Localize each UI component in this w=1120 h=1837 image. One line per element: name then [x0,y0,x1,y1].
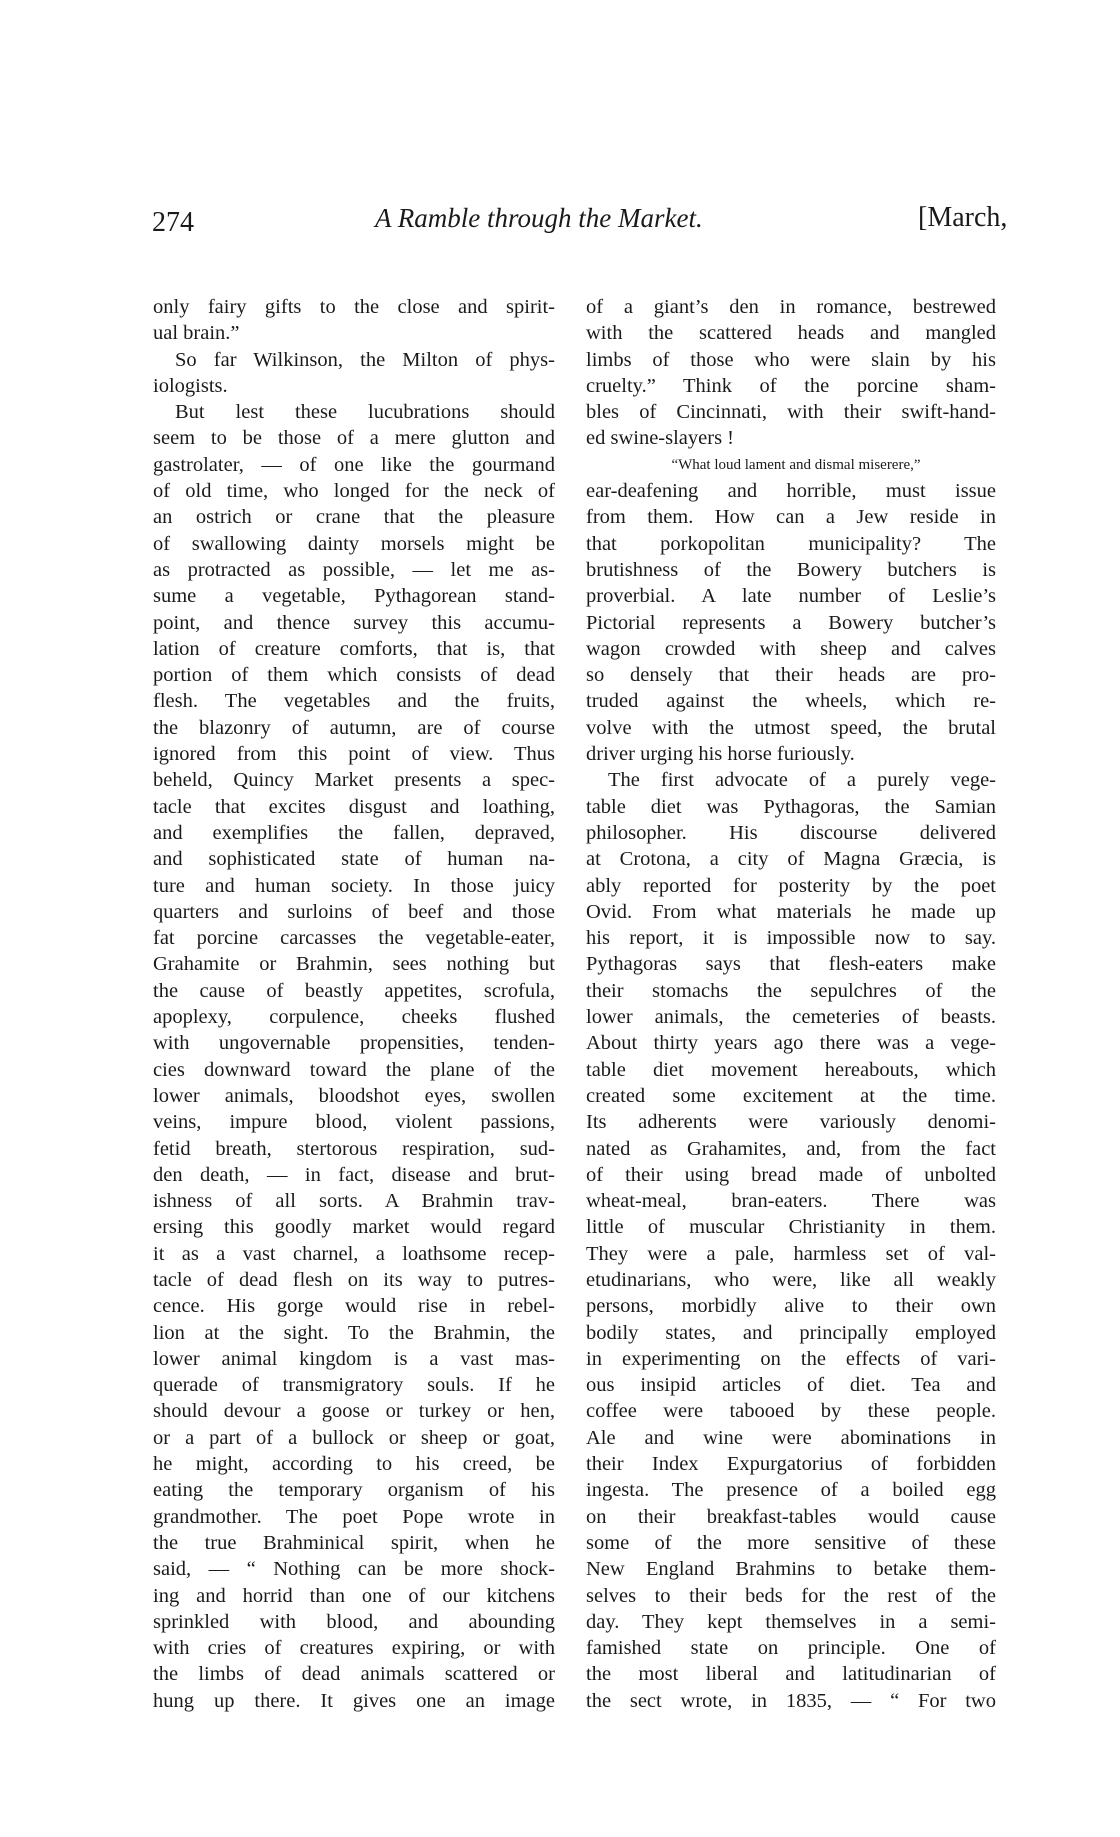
text-line: quarters and surloins of beef and those [153,900,555,923]
text-line: Pictorial represents a Bowery butcher’s [586,611,996,634]
text-line: beheld, Quincy Market presents a spec- [153,769,555,792]
text-line: Grahamite or Brahmin, sees nothing but [153,953,555,976]
text-line: so densely that their heads are pro- [586,664,996,687]
text-line: iologists. [153,374,228,397]
text-line: with cries of creatures expiring, or with [153,1637,555,1660]
text-line: den death, — in fact, disease and brut- [153,1163,555,1186]
text-line: from them. How can a Jew reside in [586,506,996,529]
text-line: ual brain.” [153,322,240,345]
text-line: the cause of beastly appetites, scrofula, [153,979,555,1002]
text-line: at Crotona, a city of Magna Græcia, is [586,848,996,871]
text-line: should devour a goose or turkey or hen, [153,1400,555,1423]
text-line: Ale and wine were abominations in [586,1426,996,1449]
text-line: of old time, who longed for the neck of [153,480,555,503]
text-line: the limbs of dead animals scattered or [153,1663,555,1686]
text-line: volve with the utmost speed, the brutal [586,716,996,739]
text-line: gastrolater, — of one like the gourmand [153,453,555,476]
running-month: [March, [918,202,1008,233]
text-line: ingesta. The presence of a boiled egg [586,1479,996,1502]
text-line: as protracted as possible, — let me as- [153,558,555,581]
quoted-verse-line: “What loud lament and dismal miserere,” [671,456,921,473]
text-line: with the scattered heads and mangled [586,322,996,345]
text-line: tacle that excites disgust and loathing, [153,795,555,818]
text-line: the true Brahminical spirit, when he [153,1531,555,1554]
text-line: ishness of all sorts. A Brahmin trav- [153,1190,555,1213]
text-line: the most liberal and latitudinarian of [586,1663,996,1686]
text-line: little of muscular Christianity in them. [586,1216,996,1239]
text-line: nated as Grahamites, and, from the fact [586,1137,996,1160]
text-line: bodily states, and principally employed [586,1321,996,1344]
text-line: flesh. The vegetables and the fruits, [153,690,555,713]
text-line: The first advocate of a purely vege- [608,769,996,792]
text-line: hung up there. It gives one an image [153,1689,555,1712]
text-line: the sect wrote, in 1835, — “ For two [586,1689,996,1712]
text-line: sume a vegetable, Pythagorean stand- [153,585,555,608]
text-line: Its adherents were variously denomi- [586,1111,996,1134]
text-line: fetid breath, stertorous respiration, sud- [153,1137,555,1160]
text-line: he might, according to his creed, be [153,1453,555,1476]
text-line: cies downward toward the plane of the [153,1058,555,1081]
text-line: ersing this goodly market would regard [153,1216,555,1239]
text-line: ing and horrid than one of our kitchens [153,1584,555,1607]
text-line: of swallowing dainty morsels might be [153,532,555,555]
text-line: brutishness of the Bowery butchers is [586,558,996,581]
text-line: cence. His gorge would rise in rebel- [153,1295,555,1318]
text-line: said, — “ Nothing can be more shock- [153,1558,555,1581]
text-line: tacle of dead flesh on its way to putres- [153,1268,555,1291]
text-line: cruelty.” Think of the porcine sham- [586,374,996,397]
text-line: of their using bread made of unbolted [586,1163,996,1186]
text-line: ed swine-slayers ! [586,427,735,450]
text-line: only fairy gifts to the close and spirit- [153,296,555,318]
text-line: ous insipid articles of diet. Tea and [586,1374,996,1397]
page-number: 274 [152,207,194,238]
text-line: selves to their beds for the rest of the [586,1584,996,1607]
running-title: A Ramble through the Market. [375,203,703,233]
text-line: persons, morbidly alive to their own [586,1295,996,1318]
text-line: bles of Cincinnati, with their swift-hand- [586,401,996,424]
text-line: table diet movement hereabouts, which [586,1058,996,1081]
text-line: So far Wilkinson, the Milton of phys- [175,348,555,371]
left-column [153,294,555,1714]
text-line: seem to be those of a mere glutton and [153,427,555,450]
text-line: They were a pale, harmless set of val- [586,1242,996,1265]
text-line: with ungovernable propensities, tenden- [153,1032,555,1055]
text-line: it as a vast charnel, a loathsome recep- [153,1242,555,1265]
text-line: sprinkled with blood, and abounding [153,1610,555,1633]
text-line: of a giant’s den in romance, bestrewed [586,296,996,318]
text-line: day. They kept themselves in a semi- [586,1610,996,1633]
text-line: and exemplifies the fallen, depraved, [153,821,555,844]
text-line: his report, it is impossible now to say. [586,927,996,950]
text-line: lation of creature comforts, that is, that [153,637,555,660]
text-line: driver urging his horse furiously. [586,743,855,766]
text-line: ture and human society. In those juicy [153,874,555,897]
text-line: veins, impure blood, violent passions, [153,1111,555,1134]
text-line: Ovid. From what materials he made up [586,900,996,923]
text-line: their stomachs the sepulchres of the [586,979,996,1002]
text-line: that porkopolitan municipality? The [586,532,996,555]
text-line: wagon crowded with sheep and calves [586,637,996,660]
text-line: on their breakfast-tables would cause [586,1505,996,1528]
text-line: portion of them which consists of dead [153,664,555,687]
text-line: or a part of a bullock or sheep or goat, [153,1426,555,1449]
text-line: created some excitement at the time. [586,1084,996,1107]
right-column [586,294,996,1714]
text-line: eating the temporary organism of his [153,1479,555,1502]
text-line: But lest these lucubrations should [175,401,555,424]
text-line: table diet was Pythagoras, the Samian [586,795,996,818]
text-line: in experimenting on the effects of vari- [586,1347,996,1370]
text-line: ignored from this point of view. Thus [153,743,555,766]
text-line: philosopher. His discourse delivered [586,821,996,844]
text-line: truded against the wheels, which re- [586,690,996,713]
text-line: wheat-meal, bran-eaters. There was [586,1190,996,1213]
text-line: querade of transmigratory souls. If he [153,1374,555,1397]
text-line: grandmother. The poet Pope wrote in [153,1505,555,1528]
text-line: etudinarians, who were, like all weakly [586,1268,996,1291]
text-line: an ostrich or crane that the pleasure [153,506,555,529]
text-line: some of the more sensitive of these [586,1531,996,1554]
text-line: coffee were tabooed by these people. [586,1400,996,1423]
text-line: lion at the sight. To the Brahmin, the [153,1321,555,1344]
text-line: limbs of those who were slain by his [586,348,996,371]
text-line: their Index Expurgatorius of forbidden [586,1453,996,1476]
text-line: proverbial. A late number of Leslie’s [586,585,996,608]
text-line: famished state on principle. One of [586,1637,996,1660]
text-line: fat porcine carcasses the vegetable-eater, [153,927,555,950]
text-line: point, and thence survey this accumu- [153,611,555,634]
text-line: lower animals, bloodshot eyes, swollen [153,1084,555,1107]
text-line: apoplexy, corpulence, cheeks flushed [153,1006,555,1029]
text-line: the blazonry of autumn, are of course [153,716,555,739]
text-line: Pythagoras says that flesh-eaters make [586,953,996,976]
text-line: lower animal kingdom is a vast mas- [153,1347,555,1370]
text-line: About thirty years ago there was a vege- [586,1032,996,1055]
text-line: ably reported for posterity by the poet [586,874,996,897]
text-line: lower animals, the cemeteries of beasts. [586,1006,996,1029]
text-line: ear-deafening and horrible, must issue [586,480,996,503]
text-line: and sophisticated state of human na- [153,848,555,871]
text-line: New England Brahmins to betake them- [586,1558,996,1581]
